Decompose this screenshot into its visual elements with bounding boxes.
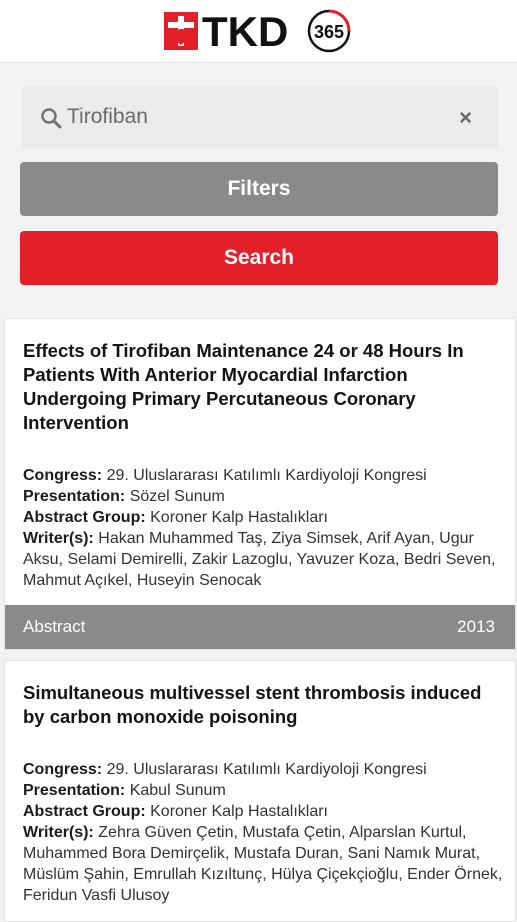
congress-row: [23, 759, 503, 780]
filters-button[interactable]: Filters: [20, 162, 498, 216]
result-year: 2013: [457, 617, 495, 636]
logo-365-badge: [306, 8, 352, 54]
heart-logo-icon: [164, 12, 198, 50]
congress-value: 29. Uluslararası Katılımlı Kardiyoloji Kongresi: [106, 761, 427, 778]
presentation-label: Presentation:: [23, 488, 126, 505]
tkd365-logo[interactable]: [164, 8, 354, 56]
result-title[interactable]: Simultaneous multivessel stent thrombosis induced by carbon monoxide poisoning: [23, 682, 482, 727]
writers-label: Writer(s):: [23, 530, 94, 547]
abstract-group-row: [23, 801, 503, 822]
result-card[interactable]: [4, 318, 516, 650]
congress-value: 29. Uluslararası Katılımlı Kardiyoloji Kongresi: [106, 467, 427, 484]
search-value: Tirofiban: [67, 105, 148, 128]
abstract-group-row: [23, 507, 503, 528]
search-input[interactable]: [22, 86, 498, 148]
search-icon: [40, 107, 62, 129]
abstract-group-label: Abstract Group:: [23, 803, 146, 820]
writers-row: [23, 528, 503, 591]
result-footer[interactable]: [5, 605, 515, 649]
writers-label: Writer(s):: [23, 824, 94, 841]
result-meta: [23, 465, 503, 591]
congress-label: Congress:: [23, 761, 103, 778]
main-content: [0, 62, 517, 904]
writers-row: [23, 822, 503, 906]
presentation-value: Kabul Sunum: [129, 782, 226, 799]
clear-icon[interactable]: ×: [459, 105, 472, 130]
abstract-group-value: Koroner Kalp Hastalıkları: [150, 509, 328, 526]
result-title[interactable]: Effects of Tirofiban Maintenance 24 or 48 Hours In Patients With Anterior Myocardial Infarction Undergoing Primary Percutaneous Coronary Intervention: [23, 340, 464, 433]
result-meta: [23, 759, 503, 906]
congress-label: Congress:: [23, 467, 103, 484]
abstract-link[interactable]: Abstract: [23, 617, 86, 636]
congress-row: [23, 465, 503, 486]
abstract-group-value: Koroner Kalp Hastalıkları: [150, 803, 328, 820]
writers-value: Hakan Muhammed Taş, Ziya Simsek, Arif Ayan, Ugur Aksu, Selami Demirelli, Zakir Lazoglu, Yavuzer Koza, Bedri Seven, Mahmut Açıkel, Huseyin Senocak: [23, 530, 496, 589]
presentation-row: [23, 780, 503, 801]
logo-text: TKD: [202, 8, 289, 55]
presentation-row: [23, 486, 503, 507]
presentation-label: Presentation:: [23, 782, 126, 799]
logo-badge-text: 365: [313, 22, 345, 42]
abstract-group-label: Abstract Group:: [23, 509, 146, 526]
search-button[interactable]: Search: [20, 231, 498, 285]
presentation-value: Sözel Sunum: [129, 488, 225, 505]
result-card[interactable]: [4, 660, 516, 922]
writers-value: Zehra Güven Çetin, Mustafa Çetin, Alparslan Kurtul, Muhammed Bora Demirçelik, Mustafa Duran, Sani Namık Murat, Müslüm Şahin, Emrullah Kızıltunç, Hülya Çiçekçioğlu, Ender Örnek, Feridun Vasfi Ulusoy: [23, 824, 503, 904]
app-header: [0, 0, 517, 63]
